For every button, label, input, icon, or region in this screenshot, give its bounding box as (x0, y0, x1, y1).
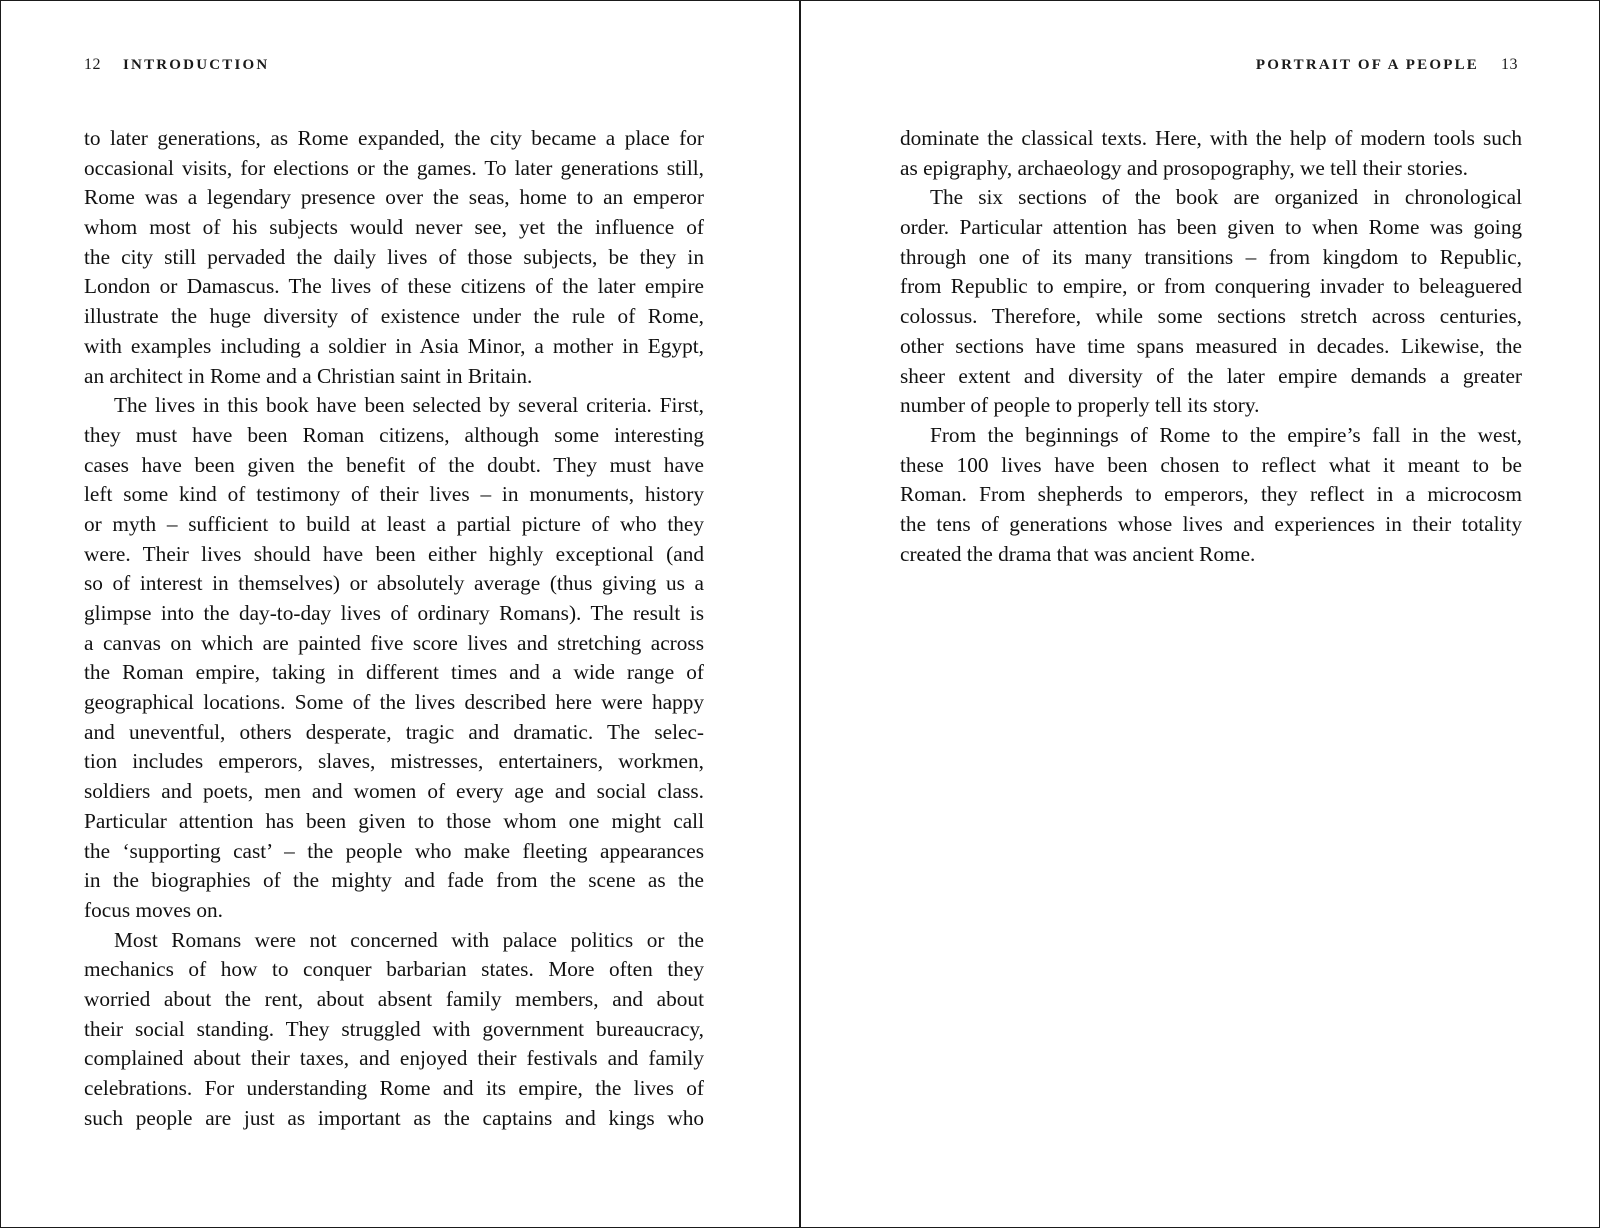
right-running-head (1256, 56, 1518, 74)
text-line: the ‘supporting cast’ – the people who make fleeting appearances (84, 838, 704, 863)
left-running-head (84, 56, 269, 74)
text-line: and uneventful, others desperate, tragic and dramatic. The selec- (84, 719, 704, 744)
text-line: mechanics of how to conquer barbarian states. More often they (84, 957, 704, 982)
text-line: such people are just as important as the captains and kings who (84, 1105, 704, 1130)
right-running-title: PORTRAIT OF A PEOPLE (1255, 57, 1479, 73)
text-line: an architect in Rome and a Christian saint in Britain. (84, 363, 533, 388)
text-line: number of people to properly tell its story. (900, 393, 1260, 418)
right-body-text (900, 124, 1522, 569)
left-running-title: INTRODUCTION (123, 57, 270, 73)
left-page-number: 12 (84, 56, 101, 73)
text-line: created the drama that was ancient Rome. (900, 541, 1256, 566)
text-line: whom most of his subjects would never see, yet the influence of (84, 215, 704, 240)
text-line: order. Particular attention has been given to when Rome was going (900, 215, 1522, 240)
text-line: occasional visits, for elections or the games. To later generations still, (84, 155, 704, 180)
text-line: they must have been Roman citizens, although some interesting (84, 422, 704, 447)
text-line: colossus. Therefore, while some sections stretch across centuries, (900, 304, 1522, 329)
text-line: soldiers and poets, men and women of every age and social class. (84, 779, 704, 804)
right-page (801, 0, 1600, 1228)
text-line: illustrate the huge diversity of existence under the rule of Rome, (84, 304, 704, 329)
text-line: their social standing. They struggled with government bureaucracy, (84, 1016, 704, 1041)
text-line: a canvas on which are painted five score lives and stretching across (84, 630, 704, 655)
text-line: through one of its many transitions – from kingdom to Republic, (900, 244, 1522, 269)
text-line: The six sections of the book are organized in chronological (930, 185, 1522, 210)
text-line: From the beginnings of Rome to the empire’s fall in the west, (930, 422, 1522, 447)
text-line: sheer extent and diversity of the later empire demands a greater (900, 363, 1522, 388)
text-line: Most Romans were not concerned with palace politics or the (114, 927, 704, 952)
left-body-text (84, 124, 704, 1133)
text-line: so of interest in themselves) or absolutely average (thus giving us a (84, 571, 704, 596)
text-line: Particular attention has been given to those whom one might call (84, 808, 704, 833)
text-line: in the biographies of the mighty and fade from the scene as the (84, 868, 704, 893)
text-line: were. Their lives should have been either highly exceptional (and (84, 541, 704, 566)
text-line: The lives in this book have been selected by several criteria. First, (114, 393, 704, 418)
text-line: with examples including a soldier in Asia Minor, a mother in Egypt, (84, 333, 704, 358)
text-line: worried about the rent, about absent family members, and about (84, 986, 704, 1011)
text-line: as epigraphy, archaeology and prosopography, we tell their stories. (900, 155, 1468, 180)
text-line: cases have been given the benefit of the doubt. They must have (84, 452, 704, 477)
text-line: Rome was a legendary presence over the seas, home to an emperor (84, 185, 704, 210)
text-line: these 100 lives have been chosen to reflect what it meant to be (900, 452, 1522, 477)
text-line: the city still pervaded the daily lives of those subjects, be they in (84, 244, 704, 269)
text-line: geographical locations. Some of the lives described here were happy (84, 690, 704, 715)
text-line: the Roman empire, taking in different times and a wide range of (84, 660, 704, 685)
text-line: tion includes emperors, slaves, mistresses, entertainers, workmen, (84, 749, 704, 774)
left-page (0, 0, 799, 1228)
text-line: left some kind of testimony of their lives – in monuments, history (84, 482, 704, 507)
text-line: glimpse into the day-to-day lives of ordinary Romans). The result is (84, 601, 704, 625)
text-line: Roman. From shepherds to emperors, they reflect in a microcosm (900, 482, 1522, 507)
text-line: from Republic to empire, or from conquering invader to beleaguered (900, 274, 1522, 299)
text-line: focus moves on. (84, 897, 224, 922)
text-line: or myth – sufficient to build at least a partial picture of who they (84, 511, 704, 536)
text-line: to later generations, as Rome expanded, the city became a place for (84, 126, 704, 150)
text-line: dominate the classical texts. Here, with the help of modern tools such (900, 126, 1522, 150)
text-line: other sections have time spans measured in decades. Likewise, the (900, 333, 1522, 358)
right-page-number: 13 (1501, 56, 1518, 73)
text-line: celebrations. For understanding Rome and its empire, the lives of (84, 1076, 704, 1100)
text-line: London or Damascus. The lives of these citizens of the later empire (84, 274, 704, 299)
text-line: the tens of generations whose lives and experiences in their totality (900, 511, 1522, 536)
text-line: complained about their taxes, and enjoyed their festivals and family (84, 1046, 704, 1071)
